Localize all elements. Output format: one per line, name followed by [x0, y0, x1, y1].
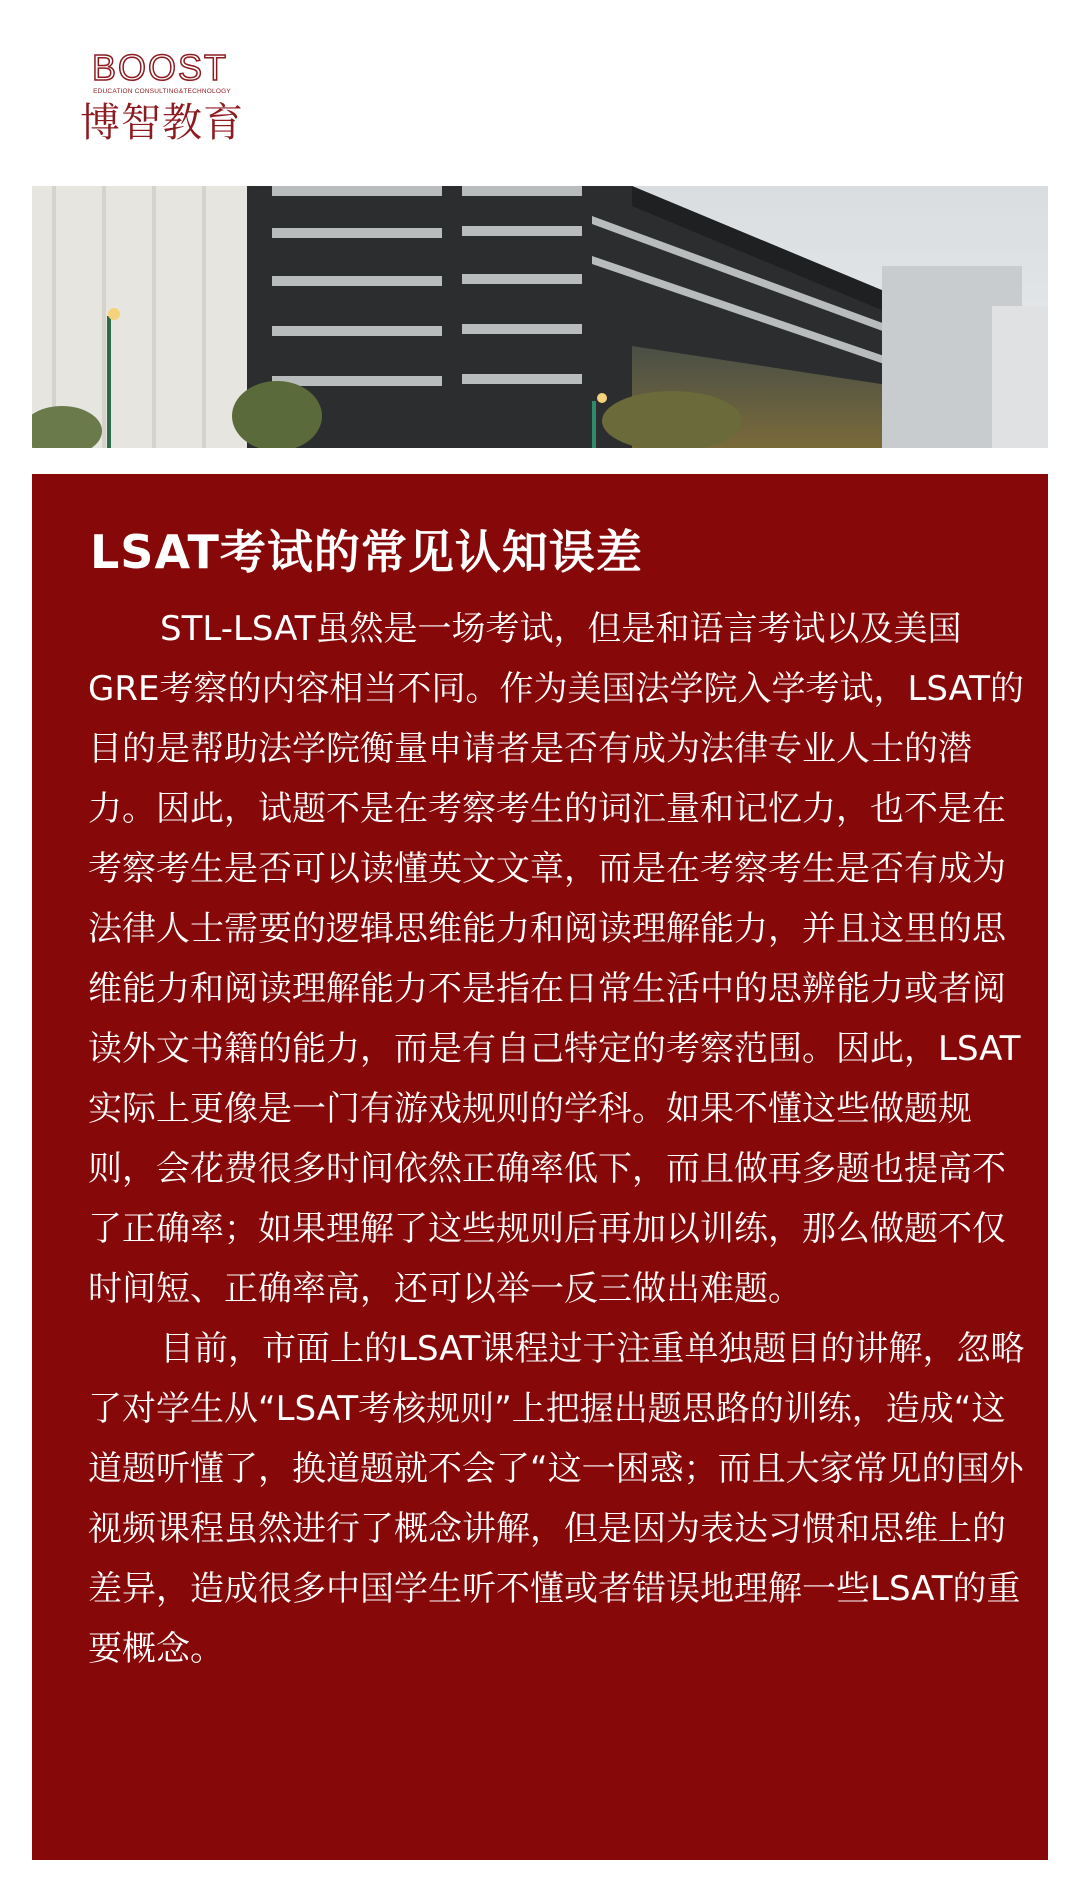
- article-body: [88, 599, 1026, 1679]
- article-paragraph-1: STL-LSAT虽然是一场考试，但是和语言考试以及美国GRE考察的内容相当不同。作为美国法学院入学考试，LSAT的目的是帮助法学院衡量申请者是否有成为法律专业人士的潜力。因此，试题不是在考察考生的词汇量和记忆力，也不是在考察考生是否可以读懂英文文章，而是在考察考生是否有成为法律人士需要的逻辑思维能力和阅读理解能力，并且这里的思维能力和阅读理解能力不是指在日常生活中的思辨能力或者阅读外文书籍的能力，而是有自己特定的考察范围。因此，LSAT实际上更像是一门有游戏规则的学科。如果不懂这些做题规则，会花费很多时间依然正确率低下，而且做再多题也提高不了正确率；如果理解了这些规则后再加以训练，那么做题不仅时间短、正确率高，还可以举一反三做出难题。: [88, 609, 1024, 1309]
- article-title: LSAT考试的常见认知误差: [90, 525, 643, 579]
- logo-wordmark: BOOST: [91, 47, 229, 88]
- article-paragraph-2: 目前，市面上的LSAT课程过于注重单独题目的讲解，忽略了对学生从“LSAT考核规则”上把握出题思路的训练，造成“这道题听懂了，换道题就不会了“这一困惑；而且大家常见的国外视频课程虽然进行了概念讲解，但是因为表达习惯和思维上的差异，造成很多中国学生听不懂或者错误地理解一些LSAT的重要概念。: [88, 1329, 1025, 1669]
- boost-logo: [80, 47, 250, 150]
- logo-chinese-name: 博智教育: [80, 100, 244, 146]
- article-panel: [32, 474, 1048, 1860]
- logo-tagline: EDUCATION CONSULTING&TECHNOLOGY: [93, 88, 231, 95]
- building-photo: [32, 186, 1048, 448]
